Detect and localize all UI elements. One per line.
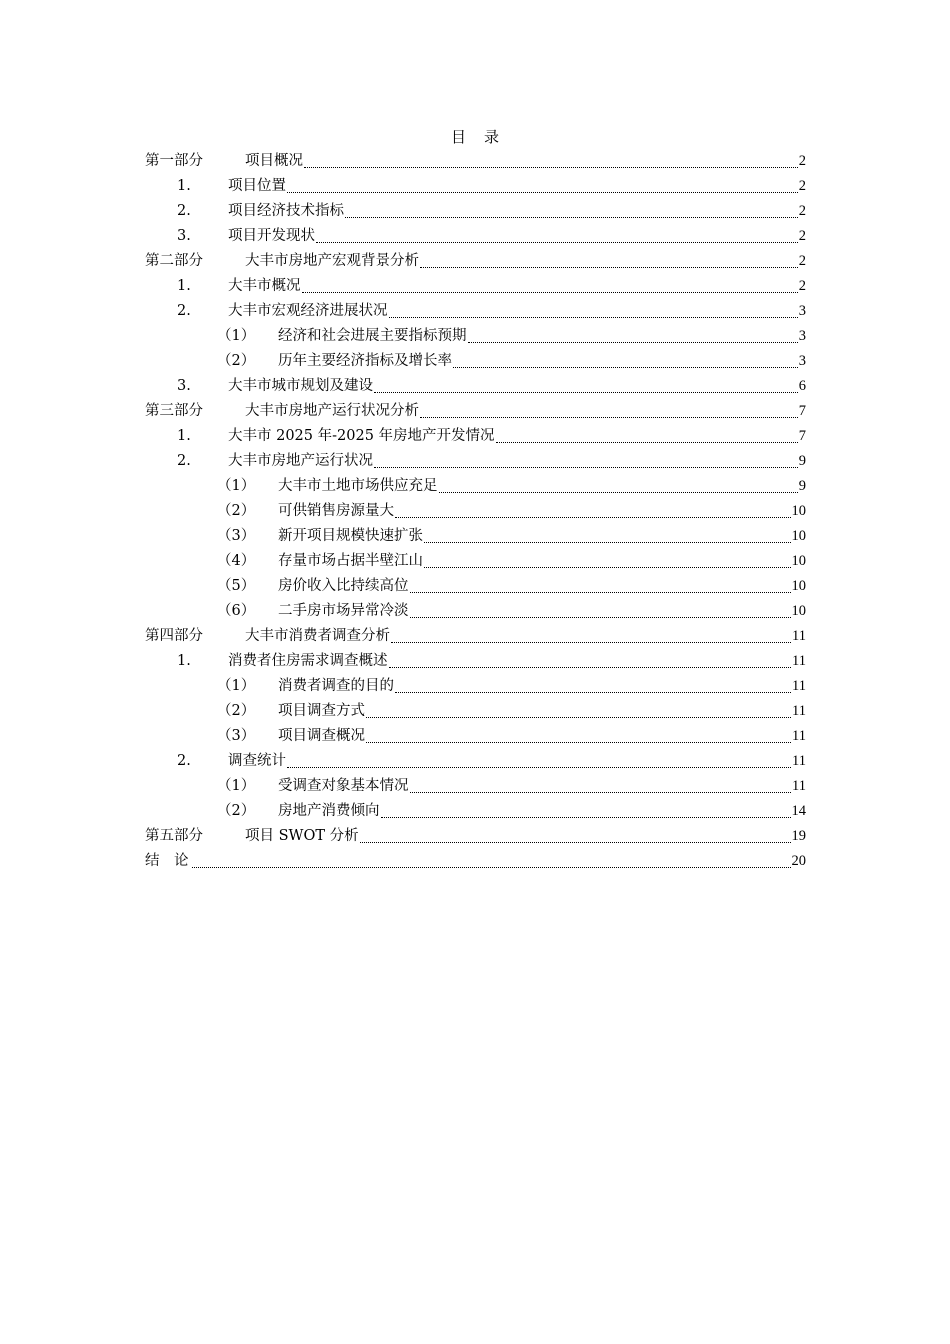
toc-entry[interactable] — [145, 399, 806, 424]
toc-entry-title: 项目开发现状 — [228, 228, 315, 244]
dot-leader — [360, 841, 791, 843]
toc-entry[interactable] — [145, 849, 806, 874]
toc-entry-number: 1. — [177, 653, 191, 669]
toc-entry[interactable] — [145, 749, 806, 774]
toc-entry-number: 结 论 — [145, 853, 189, 869]
dot-leader — [424, 566, 791, 568]
toc-entry[interactable] — [145, 374, 806, 399]
toc-entry-page: 2 — [798, 153, 806, 169]
toc-entry-title: 大丰市房地产运行状况分析 — [245, 403, 419, 419]
toc-entry-title: 可供销售房源量大 — [278, 503, 394, 519]
toc-entry-title: 存量市场占据半壁江山 — [278, 553, 423, 569]
toc-entry[interactable] — [145, 649, 806, 674]
toc-entry-title: 二手房市场异常冷淡 — [278, 603, 409, 619]
toc-entry-number: （4） — [217, 553, 256, 569]
dot-leader — [287, 191, 798, 193]
dot-leader — [316, 241, 798, 243]
toc-entry-number: （1） — [217, 328, 256, 344]
toc-entry-title: 房价收入比持续高位 — [278, 578, 409, 594]
dot-leader — [304, 166, 798, 168]
toc-entry-title: 大丰市土地市场供应充足 — [278, 478, 438, 494]
toc-entry-page: 2 — [798, 253, 806, 269]
dot-leader — [424, 541, 791, 543]
toc-entry-page: 11 — [792, 653, 806, 669]
toc-entry-number: 3. — [177, 228, 191, 244]
toc-entry-number: （3） — [217, 728, 256, 744]
toc-entry-page: 10 — [791, 528, 806, 544]
toc-entry[interactable] — [145, 349, 806, 374]
toc-entry[interactable] — [145, 824, 806, 849]
toc-entry-page: 19 — [791, 828, 806, 844]
toc-entry[interactable] — [145, 149, 806, 174]
toc-entry-number: 2. — [177, 203, 191, 219]
dot-leader — [410, 616, 791, 618]
toc-entry-number: 第二部分 — [145, 253, 203, 269]
toc-entry-number: （2） — [217, 503, 256, 519]
toc-entry[interactable] — [145, 299, 806, 324]
toc-entry-page: 11 — [792, 678, 806, 694]
toc-entry-page: 2 — [798, 228, 806, 244]
toc-entry-title: 大丰市 2025 年-2025 年房地产开发情况 — [228, 428, 495, 444]
toc-entry-title: 大丰市消费者调查分析 — [245, 628, 390, 644]
toc-entry-title: 项目调查方式 — [278, 703, 365, 719]
toc-entry-title: 大丰市城市规划及建设 — [228, 378, 373, 394]
toc-entry-number: 3. — [177, 378, 191, 394]
toc-entry-number: （2） — [217, 703, 256, 719]
toc-entry-page: 2 — [798, 203, 806, 219]
toc-entry-title: 新开项目规模快速扩张 — [278, 528, 423, 544]
toc-entry-page: 2 — [798, 178, 806, 194]
dot-leader — [192, 866, 791, 868]
toc-entry[interactable] — [145, 199, 806, 224]
dot-leader — [374, 466, 798, 468]
toc-entry-page: 10 — [791, 503, 806, 519]
dot-leader — [468, 341, 798, 343]
dot-leader — [420, 266, 798, 268]
dot-leader — [391, 641, 791, 643]
toc-entry-title: 受调查对象基本情况 — [278, 778, 409, 794]
toc-entry-number: （1） — [217, 778, 256, 794]
toc-entry-number: 2. — [177, 303, 191, 319]
toc-entry-page: 7 — [798, 403, 806, 419]
toc-entry-page: 2 — [798, 278, 806, 294]
toc-entry-number: （5） — [217, 578, 256, 594]
toc-entry-title: 项目经济技术指标 — [228, 203, 344, 219]
toc-entry-page: 20 — [791, 853, 806, 869]
toc-entry-number: 1. — [177, 428, 191, 444]
toc-entry[interactable] — [145, 474, 806, 499]
toc-entry-number: （2） — [217, 353, 256, 369]
toc-entry-title: 历年主要经济指标及增长率 — [278, 353, 452, 369]
toc-entry[interactable] — [145, 599, 806, 624]
dot-leader — [439, 491, 798, 493]
toc-entry-page: 14 — [791, 803, 806, 819]
dot-leader — [453, 366, 798, 368]
toc-entry-number: 第一部分 — [145, 153, 203, 169]
toc-entry[interactable] — [145, 674, 806, 699]
toc-entry[interactable] — [145, 249, 806, 274]
toc-entry-number: 2. — [177, 753, 191, 769]
dot-leader — [366, 716, 791, 718]
toc-entry-number: 1. — [177, 278, 191, 294]
toc-entry[interactable] — [145, 799, 806, 824]
toc-entry-number: （3） — [217, 528, 256, 544]
toc-title-char-2: 录 — [484, 128, 500, 146]
dot-leader — [389, 666, 792, 668]
toc-entry-page: 9 — [798, 453, 806, 469]
toc-entry[interactable] — [145, 549, 806, 574]
toc-entry-number: 第三部分 — [145, 403, 203, 419]
toc-entry-page: 3 — [798, 328, 806, 344]
toc-entry-number: （1） — [217, 678, 256, 694]
toc-entry-number: （6） — [217, 603, 256, 619]
toc-entry-page: 10 — [791, 578, 806, 594]
toc-entry[interactable] — [145, 574, 806, 599]
dot-leader — [410, 591, 791, 593]
toc-entry-title: 大丰市宏观经济进展状况 — [228, 303, 388, 319]
toc-entry-title: 经济和社会进展主要指标预期 — [278, 328, 467, 344]
toc-entry-page: 9 — [798, 478, 806, 494]
toc-entry-page: 3 — [798, 353, 806, 369]
toc-entry-page: 11 — [792, 628, 806, 644]
toc-entry-page: 11 — [792, 778, 806, 794]
toc-entry-title: 房地产消费倾向 — [278, 803, 380, 819]
toc-entry-title: 项目 SWOT 分析 — [245, 828, 359, 844]
toc-title — [0, 126, 950, 147]
toc-entry-number: 第四部分 — [145, 628, 203, 644]
dot-leader — [395, 691, 791, 693]
dot-leader — [287, 766, 791, 768]
toc-entry-number: 1. — [177, 178, 191, 194]
toc-entry[interactable] — [145, 724, 806, 749]
toc-entry[interactable] — [145, 324, 806, 349]
toc-entry[interactable] — [145, 274, 806, 299]
dot-leader — [345, 216, 798, 218]
dot-leader — [374, 391, 798, 393]
toc-entry-title: 大丰市概况 — [228, 278, 301, 294]
table-of-contents — [145, 149, 806, 874]
toc-entry-page: 11 — [792, 703, 806, 719]
toc-entry-title: 项目位置 — [228, 178, 286, 194]
dot-leader — [381, 816, 791, 818]
toc-entry-title: 大丰市房地产宏观背景分析 — [245, 253, 419, 269]
toc-entry-page: 11 — [792, 753, 806, 769]
dot-leader — [410, 791, 792, 793]
toc-entry-page: 11 — [792, 728, 806, 744]
toc-entry-number: （2） — [217, 803, 256, 819]
toc-entry-page: 3 — [798, 303, 806, 319]
toc-entry-page: 10 — [791, 553, 806, 569]
dot-leader — [366, 741, 791, 743]
toc-entry-page: 6 — [798, 378, 806, 394]
toc-entry-page: 7 — [798, 428, 806, 444]
toc-entry[interactable] — [145, 449, 806, 474]
toc-entry-number: （1） — [217, 478, 256, 494]
dot-leader — [302, 291, 798, 293]
toc-entry-page: 10 — [791, 603, 806, 619]
dot-leader — [389, 316, 798, 318]
toc-title-char-1: 目 — [450, 128, 466, 146]
toc-entry-title: 项目概况 — [245, 153, 303, 169]
toc-entry[interactable] — [145, 224, 806, 249]
dot-leader — [420, 416, 798, 418]
toc-entry-number: 第五部分 — [145, 828, 203, 844]
dot-leader — [395, 516, 791, 518]
toc-entry-number: 2. — [177, 453, 191, 469]
toc-entry-title: 消费者住房需求调查概述 — [228, 653, 388, 669]
toc-entry[interactable] — [145, 424, 806, 449]
toc-entry[interactable] — [145, 774, 806, 799]
toc-entry-title: 项目调查概况 — [278, 728, 365, 744]
toc-entry[interactable] — [145, 524, 806, 549]
toc-entry[interactable] — [145, 499, 806, 524]
toc-entry-title: 调查统计 — [228, 753, 286, 769]
toc-entry[interactable] — [145, 174, 806, 199]
toc-entry[interactable] — [145, 699, 806, 724]
dot-leader — [496, 441, 798, 443]
toc-entry[interactable] — [145, 624, 806, 649]
toc-entry-title: 大丰市房地产运行状况 — [228, 453, 373, 469]
toc-entry-title: 消费者调查的目的 — [278, 678, 394, 694]
